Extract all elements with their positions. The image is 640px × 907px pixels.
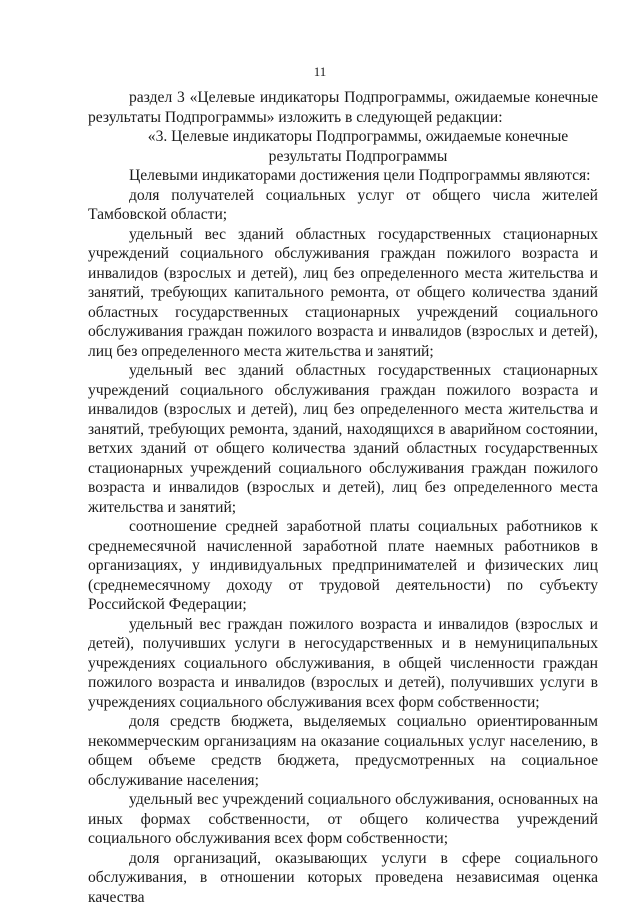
indicator-paragraph: доля средств бюджета, выделяемых социально ориентированным некоммерческим организациям на оказание социальных услуг населению, в общем объеме средств бюджета, предусмотренных на социальное обслуживание населения; xyxy=(88,712,598,790)
section-heading-line-2: результаты Подпрограммы xyxy=(118,147,598,167)
intro-paragraph: раздел 3 «Целевые индикаторы Подпрограммы, ожидаемые конечные результаты Подпрограммы» изложить в следующей редакции: xyxy=(88,88,598,127)
indicator-paragraph: удельный вес учреждений социального обслуживания, основанных на иных формах собственности, от общего количества учреждений социального обслуживания всех форм собственности; xyxy=(88,790,598,849)
indicator-paragraph: удельный вес граждан пожилого возраста и инвалидов (взрослых и детей), получивших услуги в негосударственных и в немуниципальных учреждениях социального обслуживания, в общей численности граждан пожилого возраста и инвалидов (взрослых и детей), получивших услуги в учреждениях социального обслуживания всех форм собственности; xyxy=(88,615,598,713)
lead-paragraph: Целевыми индикаторами достижения цели Подпрограммы являются: xyxy=(88,166,598,186)
section-heading xyxy=(88,127,598,166)
page-number: 11 xyxy=(0,64,640,80)
indicator-paragraph: соотношение средней заработной платы социальных работников к среднемесячной начисленной заработной плате наемных работников в организациях, у индивидуальных предпринимателей и физических лиц (среднемесячному доходу от трудовой деятельности) по субъекту Российской Федерации; xyxy=(88,517,598,615)
indicator-paragraph: удельный вес зданий областных государственных стационарных учреждений социального обслуживания граждан пожилого возраста и инвалидов (взрослых и детей), лиц без определенного места жительства и занятий, требующих ремонта, зданий, находящихся в аварийном состоянии, ветхих зданий от общего количества зданий областных государственных стационарных учреждений социального обслуживания граждан пожилого возраста и инвалидов (взрослых и детей), лиц без определенного места жительства и занятий; xyxy=(88,361,598,517)
document-body xyxy=(88,88,598,907)
indicator-paragraph: доля получателей социальных услуг от общего числа жителей Тамбовской области; xyxy=(88,186,598,225)
indicator-paragraph: удельный вес зданий областных государственных стационарных учреждений социального обслуживания граждан пожилого возраста и инвалидов (взрослых и детей), лиц без определенного места жительства и занятий, требующих капитального ремонта, от общего количества зданий областных государственных стационарных учреждений социального обслуживания граждан пожилого возраста и инвалидов (взрослых и детей), лиц без определенного места жительства и занятий; xyxy=(88,225,598,362)
section-heading-line-1: «3. Целевые индикаторы Подпрограммы, ожидаемые конечные xyxy=(118,127,598,147)
indicator-paragraph: доля организаций, оказывающих услуги в сфере социального обслуживания, в отношении которых проведена независимая оценка качества xyxy=(88,849,598,907)
